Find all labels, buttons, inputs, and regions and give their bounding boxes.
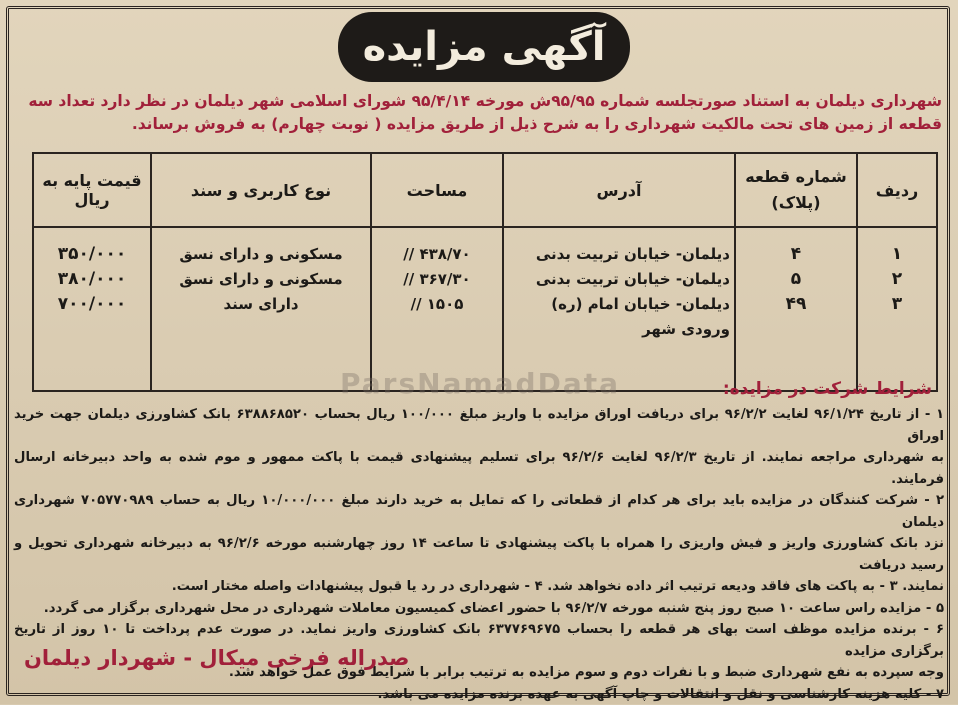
intro-line-2: قطعه از زمین های تحت مالکیت شهرداری را به شرح ذیل از طریق مزایده ( نوبت چهارم) به فروش برساند. [14,113,942,136]
area-value: ۴۳۸/۷۰ // [376,242,498,267]
address-value: دیلمان- خیابان امام (ره) [508,292,730,317]
header-price: قیمت پایه به ریال [33,153,151,227]
header-address: آدرس [503,153,735,227]
header-plak [735,153,857,227]
address-value: ورودی شهر [508,317,730,342]
condition-line: وجه سپرده به نفع شهرداری ضبط و با نفرات دوم و سوم مزایده به ترتیب برابر با شرایط فوق عمل خواهد شد. [14,662,944,684]
price-cell [33,227,151,391]
condition-line: نمایند. ۳ - به پاکت های فاقد ودیعه ترتیب اثر داده نخواهد شد. ۴ - شهرداری در رد یا قبول پیشنهادات واصله مختار است. [14,576,944,598]
condition-line: ۵ - مزایده راس ساعت ۱۰ صبح روز پنج شنبه مورخه ۹۶/۲/۷ با حضور اعضای کمیسیون معاملات شهرداری در محل شهرداری برگزار می گردد. [14,598,944,620]
radif-value: ۲ [862,267,932,292]
header-plak-line-1: شماره قطعه [740,164,852,190]
intro-line-1: شهرداری دیلمان به استناد صورتجلسه شماره ۹۵/۹۵ش مورخه ۹۵/۴/۱۴ شورای اسلامی شهر دیلمان در نظر دارد تعداد سه [14,90,942,113]
watermark-text: ParsNamadData [300,367,660,400]
header-area: مساحت [371,153,503,227]
plak-cell [735,227,857,391]
parcels-table [32,152,938,392]
table-header-row [33,153,937,227]
page-title: آگهی مزایده [363,24,606,70]
usage-value: مسکونی و دارای نسق [156,267,366,292]
header-plak-line-2: (پلاک) [740,190,852,216]
address-value: دیلمان- خیابان تربیت بدنی [508,242,730,267]
header-usage: نوع کاربری و سند [151,153,371,227]
condition-line: ۱ - از تاریخ ۹۶/۱/۲۴ لغایت ۹۶/۲/۲ برای دریافت اوراق مزایده با واریز مبلغ ۱۰۰/۰۰۰ ریال بحساب ۶۳۸۸۶۸۵۲۰ بانک کشاورزی دیلمان جهت خرید اوراق [14,404,944,447]
conditions-title: شرایط شرکت در مزایده: [723,379,932,399]
price-value: ۳۸۰/۰۰۰ [38,267,146,292]
usage-value: دارای سند [156,292,366,317]
condition-line: به شهرداری مراجعه نمایند. از تاریخ ۹۶/۲/۳ لغایت ۹۶/۲/۶ برای تسلیم پیشنهادی قیمت با پاکت ممهور و موم شده به واحد دبیرخانه ارسال فرمایند. [14,447,944,490]
intro-paragraph [14,90,942,136]
radif-value: ۳ [862,292,932,317]
radif-value: ۱ [862,242,932,267]
plak-value: ۴ [740,242,852,267]
condition-line: ۷ - کلیه هزینه کارشناسی و نقل و انتقالات و چاپ آگهی به عهده برنده مزایده می باشد. [14,684,944,705]
signature: صدراله فرخی میکال - شهردار دیلمان [24,646,409,670]
condition-line: ۲ - شرکت کنندگان در مزایده باید برای هر کدام از قطعاتی را که تمایل به خرید دارند مبلغ ۱۰/۰۰۰/۰۰۰ ریال به حساب ۷۰۵۷۷۰۹۸۹ شهرداری دیلمان [14,490,944,533]
condition-line: ۶ - برنده مزایده موظف است بهای هر قطعه را بحساب ۶۳۷۷۶۹۶۷۵ بانک کشاورزی واریز نماید. در صورت عدم پرداخت تا ۱۰ روز از تاریخ برگزاری مزایده [14,619,944,662]
usage-value: مسکونی و دارای نسق [156,242,366,267]
address-value: دیلمان- خیابان تربیت بدنی [508,267,730,292]
plak-value: ۴۹ [740,292,852,317]
radif-cell [857,227,937,391]
plak-value: ۵ [740,267,852,292]
title-banner [338,12,630,82]
header-radif: ردیف [857,153,937,227]
price-value: ۷۰۰/۰۰۰ [38,292,146,317]
area-value: ۱۵۰۵ // [376,292,498,317]
condition-line: نزد بانک کشاورزی واریز و فیش واریزی را همراه با پاکت پیشنهادی تا ساعت ۱۴ روز چهارشنبه مورخه ۹۶/۲/۶ به دبیرخانه شهرداری تحویل و رسید دریافت [14,533,944,576]
area-value: ۳۶۷/۳۰ // [376,267,498,292]
price-value: ۳۵۰/۰۰۰ [38,242,146,267]
